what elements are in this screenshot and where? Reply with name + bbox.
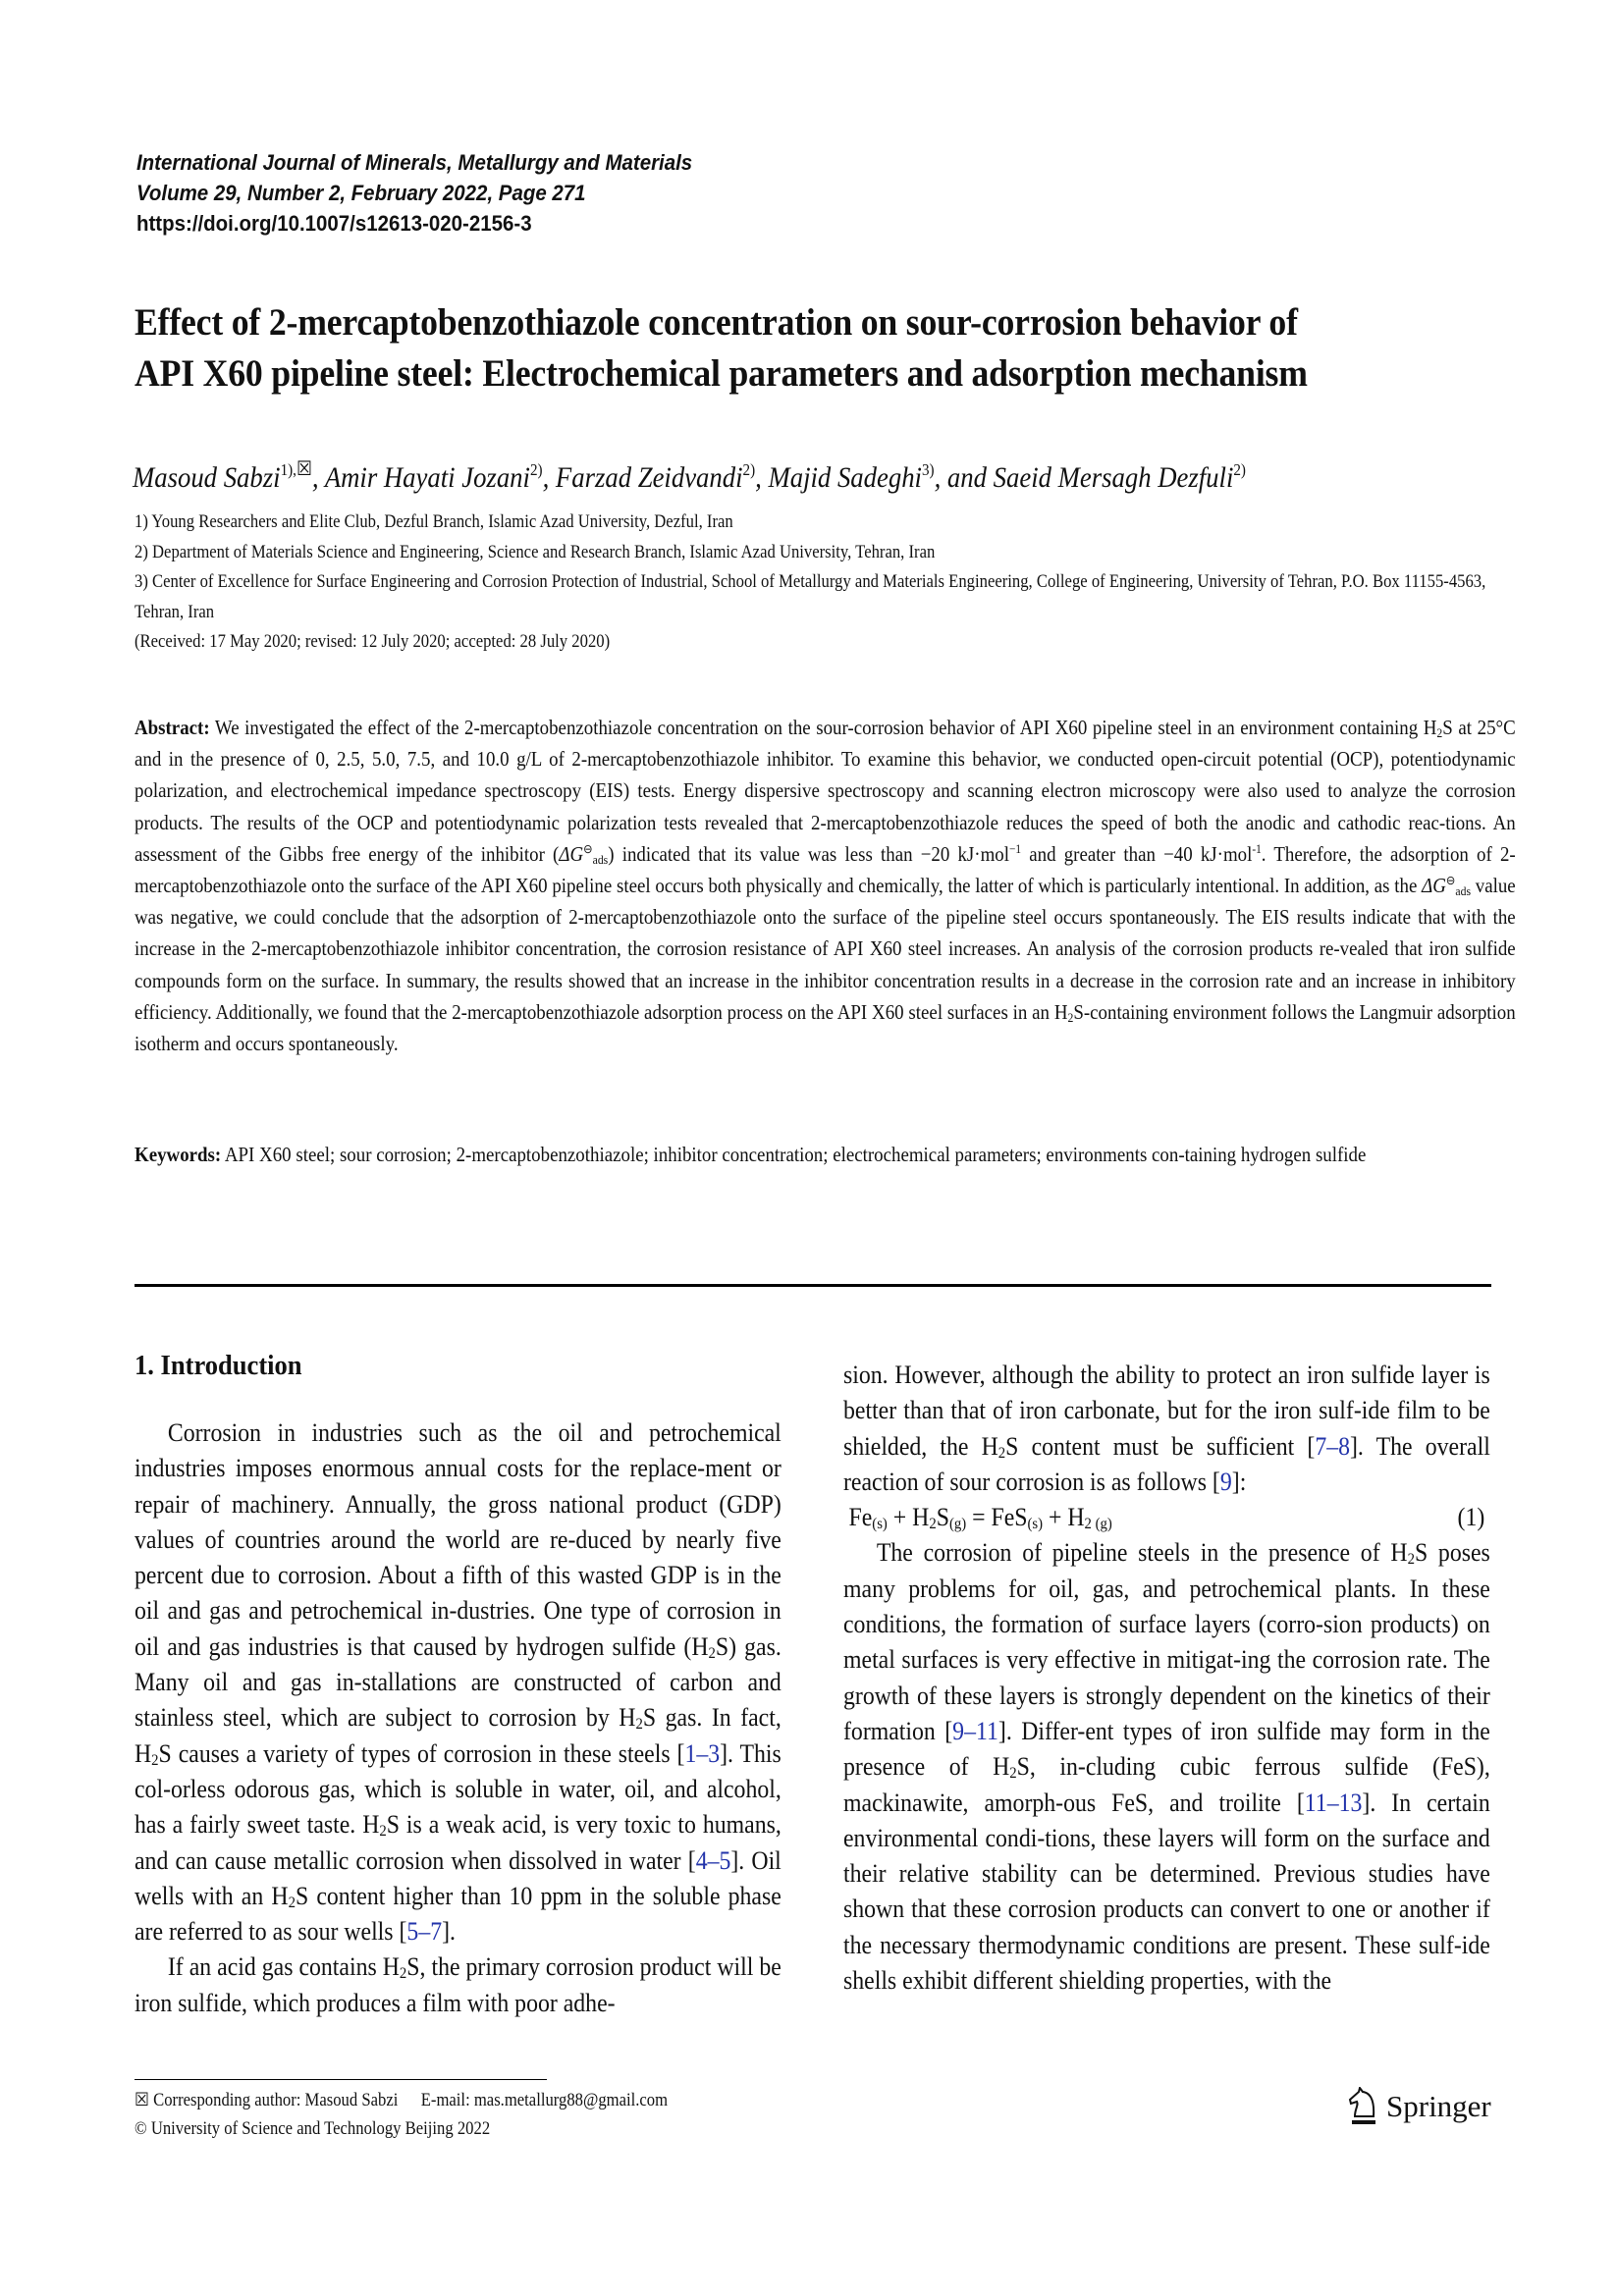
body-text: S poses many problems for oil, gas, and petrochemical plants. In these conditions, the formation of surface layers (corro-sion products) on metal surfaces is very effective in mitigat-ing the corrosion rate. The growth of these layers is strongly dependent on the kinetics of their formation [ <box>843 1538 1490 1745</box>
affiliation: 1) Young Researchers and Elite Club, Dezful Branch, Islamic Azad University, Dezful, Iran <box>135 512 733 532</box>
abstract-text: and greater than −40 kJ·mol <box>1021 841 1253 866</box>
body-text: Corrosion in industries such as the oil and petrochemical industries imposes enormous annual costs for the replace-ment or repair of machinery. Annually, the gross national product (GDP) values of countries around the world are re-duced by nearly five percent due to corrosion. About a fifth of this wasted GDP is in the oil and gas and petrochemical in-dustries. One type of corrosion in oil and gas industries is that caused by hydrogen sulfide (H <box>135 1418 782 1661</box>
body-text: ]. Differ-ent types of iron sulfide may form in the presence of H <box>843 1716 1490 1782</box>
title-line-2: API X60 pipeline steel: Electrochemical parameters and adsorption mechanism <box>135 352 1308 395</box>
abstract-text: value was negative, we could conclude that the adsorption of 2-mercaptobenzothiazole onto the surface of the pipeline steel occurs spontaneously. The EIS results indicate that with the increase in the 2-mercaptobenzothiazole inhibitor concentration, the corrosion resistance of API X60 steel increases. An analysis of the corrosion products re-vealed that iron sulfide compounds form on the surface. In summary, the results showed that an increase in the inhibitor concentration results in a decrease in the corrosion rate and an increase in inhibitory efficiency. Additionally, we found that the 2-mercaptobenzothiazole adsorption process on the API X60 steel surfaces in an H <box>135 874 1516 1024</box>
section-divider <box>135 1284 1491 1287</box>
envelope-icon: ☒ <box>296 458 312 480</box>
paragraph <box>843 1358 1490 1500</box>
received-dates: (Received: 17 May 2020; revised: 12 July 2020; accepted: 28 July 2020) <box>135 632 611 652</box>
citation-link[interactable]: 9–11 <box>952 1716 998 1745</box>
footnote <box>135 2087 859 2144</box>
author: Farzad Zeidvandi <box>555 461 743 494</box>
abstract-text: We investigated the effect of the 2-mercaptobenzothiazole concentration on the sour-corrosion behavior of API X60 pipeline steel in an environment containing H <box>209 716 1437 739</box>
keywords <box>135 1139 1516 1170</box>
left-column <box>135 1348 782 2021</box>
body-text: ]. <box>442 1917 456 1947</box>
section-heading: 1. Introduction <box>135 1350 302 1381</box>
citation-link[interactable]: 9 <box>1219 1467 1232 1496</box>
corresponding-author: Corresponding author: Masoud Sabzi <box>148 2091 399 2110</box>
citation-link[interactable]: 5–7 <box>406 1917 443 1947</box>
copyright: © University of Science and Technology Beijing 2022 <box>135 2119 491 2139</box>
abstract-text: S at 25°C and in the presence of 0, 2.5, 5.0, 7.5, and 10.0 g/L of 2-mercaptobenzothiazole inhibitor. To examine this behavior, we conducted open-circuit potential (OCP), potentiodynamic polarization, and electrochemical impedance spectroscopy (EIS) tests. Energy dispersive spectroscopy and scanning electron microscopy were also used to analyze the corrosion products. The results of the OCP and potentiodynamic polarization tests revealed that 2-mercaptobenzothiazole reduces the speed of both the anodic and cathodic reac-tions. An assessment of the Gibbs free energy of the inhibitor ( <box>135 716 1516 866</box>
author-affiliation-mark: 2) <box>1233 460 1246 479</box>
author: Masoud Sabzi <box>133 461 281 494</box>
keywords-text: API X60 steel; sour corrosion; 2-mercaptobenzothiazole; inhibitor concentration; electrochemical parameters; environments con-taining hydrogen sulfide <box>221 1143 1367 1166</box>
abstract <box>135 712 1516 1059</box>
subscript: ads <box>592 851 609 867</box>
author: Majid Sadeghi <box>768 461 922 494</box>
affiliation: 2) Department of Materials Science and Engineering, Science and Research Branch, Islamic Azad University, Tehran, Iran <box>135 542 936 562</box>
body-text: S, the primary corrosion product will be iron sulfide, which produces a film with poor adhe- <box>135 1952 782 2017</box>
email-link[interactable]: E-mail: mas.metallurg88@gmail.com <box>420 2091 669 2110</box>
subscript: 2 <box>635 1716 643 1734</box>
keywords-label: Keywords: <box>135 1143 222 1166</box>
citation-link[interactable]: 1–3 <box>684 1738 721 1768</box>
subscript: 2 <box>399 1965 407 1983</box>
affiliations <box>135 507 1513 658</box>
body-text: The corrosion of pipeline steels in the presence of H <box>876 1538 1408 1568</box>
body-text: If an acid gas contains H <box>167 1952 400 1982</box>
abstract-text: S-containing environment follows the Langmuir adsorption isotherm and occurs spontaneously. <box>135 999 1516 1056</box>
title-line-1: Effect of 2-mercaptobenzothiazole concentration on sour-corrosion behavior of <box>135 301 1298 344</box>
equation-number: (1) <box>1457 1503 1485 1532</box>
body-text: S gas. In fact, H <box>135 1703 782 1768</box>
citation-link[interactable]: 7–8 <box>1315 1431 1351 1461</box>
superscript: -1 <box>1252 841 1262 856</box>
author: and Saeid Mersagh Dezfuli <box>946 461 1234 494</box>
citation-link[interactable]: 4–5 <box>695 1845 731 1875</box>
author-affiliation-mark: 1), <box>280 460 296 479</box>
body-text: ]. Oil wells with an H <box>135 1845 782 1910</box>
subscript: 2 <box>1407 1551 1415 1569</box>
body-text: S) gas. Many oil and gas in-stallations are constructed of carbon and stainless steel, which are subject to corrosion by H <box>135 1631 782 1733</box>
body-text: ]. In certain environmental condi-tions, these layers will form on the surface and their relative stability can be determined. Previous studies have shown that these corrosion products can convert to one or another if the necessary thermodynamic conditions are present. These sulf-ide shells exhibit different shielding properties, with the <box>843 1788 1490 1996</box>
body-text: S, in-cluding cubic ferrous sulfide (FeS), mackinawite, amorph-ous FeS, and troilite [ <box>843 1752 1490 1817</box>
body-text: ]: <box>1231 1467 1247 1496</box>
author-affiliation-mark: 3) <box>921 460 935 479</box>
subscript: 2 <box>1436 725 1443 740</box>
paragraph <box>135 1949 782 2021</box>
subscript: 2 <box>708 1644 716 1662</box>
subscript: 2 <box>151 1751 159 1769</box>
right-column <box>843 1358 1490 1999</box>
footnote-divider <box>135 2079 547 2080</box>
author-affiliation-mark: 2) <box>742 460 756 479</box>
body-text: ]. The overall reaction of sour corrosion is as follows [ <box>843 1431 1490 1496</box>
envelope-icon: ☒ <box>135 2091 149 2110</box>
publisher-name: Springer <box>1386 2089 1491 2123</box>
paragraph <box>843 1535 1490 1999</box>
delta-g-symbol: ΔG <box>1422 874 1446 898</box>
body-text: S is a weak acid, is very toxic to humans, and can cause metallic corrosion when dissolved in water [ <box>135 1810 782 1875</box>
paragraph <box>135 1415 782 1949</box>
superscript: −1 <box>1008 841 1022 856</box>
doi-link[interactable]: https://doi.org/10.1007/s12613-020-2156-3 <box>136 211 532 236</box>
journal-name: International Journal of Minerals, Metallurgy and Materials <box>136 150 693 175</box>
body-text: S causes a variety of types of corrosion in these steels [ <box>158 1738 685 1768</box>
subscript: ads <box>1455 883 1472 899</box>
affiliation: 3) Center of Excellence for Surface Engineering and Corrosion Protection of Industrial, School of Metallurgy and Materials Engineering, College of Engineering, University of Tehran, P.O. Box 11155-4563, Tehran, Iran <box>135 572 1486 622</box>
delta-g-symbol: ΔG <box>559 841 584 866</box>
body-text: S content must be sufficient [ <box>1005 1431 1316 1461</box>
corresponding-author-line <box>135 2087 859 2115</box>
paper-title <box>135 297 1446 400</box>
equation-body: $Fe_{(s)} + H_2S_{(g)} = FeS_{(s)} + H_{2 (g)}$ <box>848 1503 1112 1533</box>
subscript: 2 <box>379 1823 387 1841</box>
superscript: ⊖ <box>1445 874 1456 888</box>
equation-1 <box>843 1500 1490 1535</box>
abstract-text: ) indicated that its value was less than −20 kJ·mol <box>608 841 1009 866</box>
body-text: S content higher than 10 ppm in the soluble phase are referred to as sour wells [ <box>135 1881 782 1947</box>
subscript: 2 <box>288 1894 296 1911</box>
abstract-text: . Therefore, the adsorption of 2-mercaptobenzothiazole onto the surface of the API X60 pipeline steel occurs both physically and chemically, the latter of which is particularly intentional. In addition, as the <box>135 841 1516 898</box>
volume-line: Volume 29, Number 2, February 2022, Page 271 <box>136 181 586 205</box>
author-affiliation-mark: 2) <box>529 460 543 479</box>
chess-knight-icon <box>1347 2087 1380 2126</box>
body-text: sion. However, although the ability to protect an iron sulfide layer is better than that of iron carbonate, but for the iron sulf-ide film to be shielded, the H <box>843 1361 1490 1461</box>
subscript: 2 <box>1009 1765 1017 1783</box>
author-list: Masoud Sabzi$^{1),☒}$, Amir Hayati Jozani$^{2)}$, Farzad Zeidvandi$^{2)}$, Majid Sadeghi$^{3)}$, and Saeid Mersagh Dezfuli$^{2)}$ <box>133 458 1246 494</box>
superscript: ⊖ <box>583 841 593 856</box>
citation-link[interactable]: 11–13 <box>1304 1788 1363 1817</box>
author: Amir Hayati Jozani <box>324 461 530 494</box>
subscript: 2 <box>1067 1009 1074 1025</box>
subscript: 2 <box>997 1444 1006 1462</box>
journal-header <box>136 147 958 239</box>
publisher-logo <box>1347 2087 1491 2126</box>
body-text: ]. This col-orless odorous gas, which is soluble in water, oil, and alcohol, has a fairly sweet taste. H <box>135 1738 782 1840</box>
abstract-label: Abstract: <box>135 716 210 739</box>
